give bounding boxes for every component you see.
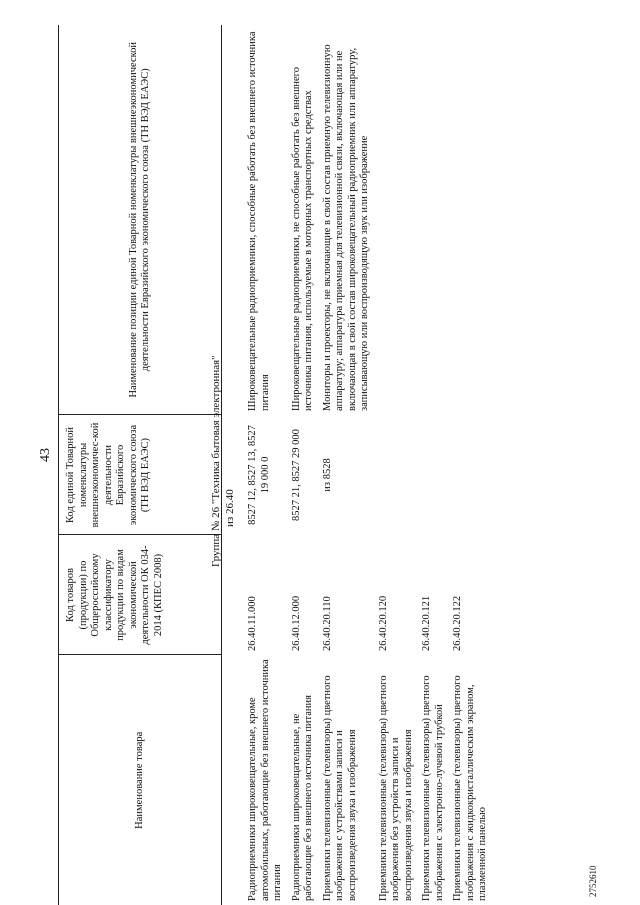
page-number: 43: [38, 448, 53, 462]
tnved-code: 8527 21, 8527 29 000: [290, 429, 302, 521]
tnved-code: [376, 415, 420, 535]
table-header: [58, 25, 222, 905]
product-name: Радиоприемники широковещательные, кроме автомобильных, работающие без внешнего источника питания: [247, 659, 283, 901]
table-row: [376, 25, 420, 905]
okpd-code: 26.40.12.000: [290, 595, 302, 651]
tnved-code: 8527 12, 8527 13, 8527 19 000 0: [247, 425, 271, 525]
header-product-name: Наименование товара: [59, 655, 222, 905]
okpd-code: 26.40.20.122: [452, 595, 463, 651]
header-tnved-code: Код единой Товарной номенклатуры внешнеэкономичес-кой деятельности Евразийского экономического союза (ТН ВЭД ЕАЭС): [59, 415, 222, 535]
table-row: [289, 25, 320, 905]
product-name: Радиоприемники широковещательные, не работающие без внешнего источника питания: [290, 694, 314, 901]
table-row: [320, 25, 376, 905]
tnved-code: из 8528: [321, 458, 333, 492]
tnved-description: [419, 25, 450, 415]
okpd-code: 26.40.20.121: [421, 595, 432, 651]
okpd-code: 26.40.11.000: [247, 596, 258, 651]
okpd-code: 26.40.20.120: [377, 595, 389, 651]
tnved-description: [450, 25, 494, 415]
group-title: Группа № 26 "Техника бытовая электронная": [210, 355, 222, 567]
header-tnved-name: Наименование позиции единой Товарной номенклатуры внешнеэкономической деятельности Евразийского экономического союза (ТН ВЭД ЕАЭС): [59, 25, 222, 415]
product-name: Приемники телевизионные (телевизоры) цветного изображения с жидкокристаллическим экраном, плазменной панелью: [452, 675, 488, 901]
table-row: [419, 25, 450, 905]
product-name: Приемники телевизионные (телевизоры) цветного изображения без устройств записи и воспроизведения звука и изображения: [377, 675, 414, 901]
product-name: Приемники телевизионные (телевизоры) цветного изображения с устройствами записи и воспроизведения звука и изображения: [321, 675, 358, 901]
product-name: Приемники телевизионные (телевизоры) цветного изображения с электронно-лучевой трубкой: [421, 675, 445, 901]
tnved-code: [450, 415, 494, 535]
table-row: [450, 25, 494, 905]
tnved-description: Широковещательные радиоприемники, способные работать без внешнего источника питания: [247, 31, 271, 411]
tnved-description: Широковещательные радиоприемники, не способные работать без внешнего источника питания, используемые в моторных транспортных средствах: [290, 67, 314, 411]
tnved-description: Мониторы и проекторы, не включающие в свой состав приемную телевизионную аппаратуру; аппаратура приемная для телевизионной связи, включающая или не включающая в свой состав широковещательный радиоприемник или аппаратуру, записывающую или воспроизводящую звук или изображение: [321, 44, 370, 411]
document-id: 2752610: [588, 865, 598, 897]
tnved-description: [376, 25, 420, 415]
header-okpd-code: Код товаров (продукции) по Общероссийскому классификатору продукции по видам экономической деятельности ОК 034-2014 (КПЕС 2008): [59, 535, 222, 655]
group-subtitle: из 26.40: [224, 489, 236, 527]
okpd-code: 26.40.20.110: [321, 596, 333, 651]
table-row: [245, 25, 289, 905]
product-table: [245, 25, 494, 905]
tnved-code: [419, 415, 450, 535]
